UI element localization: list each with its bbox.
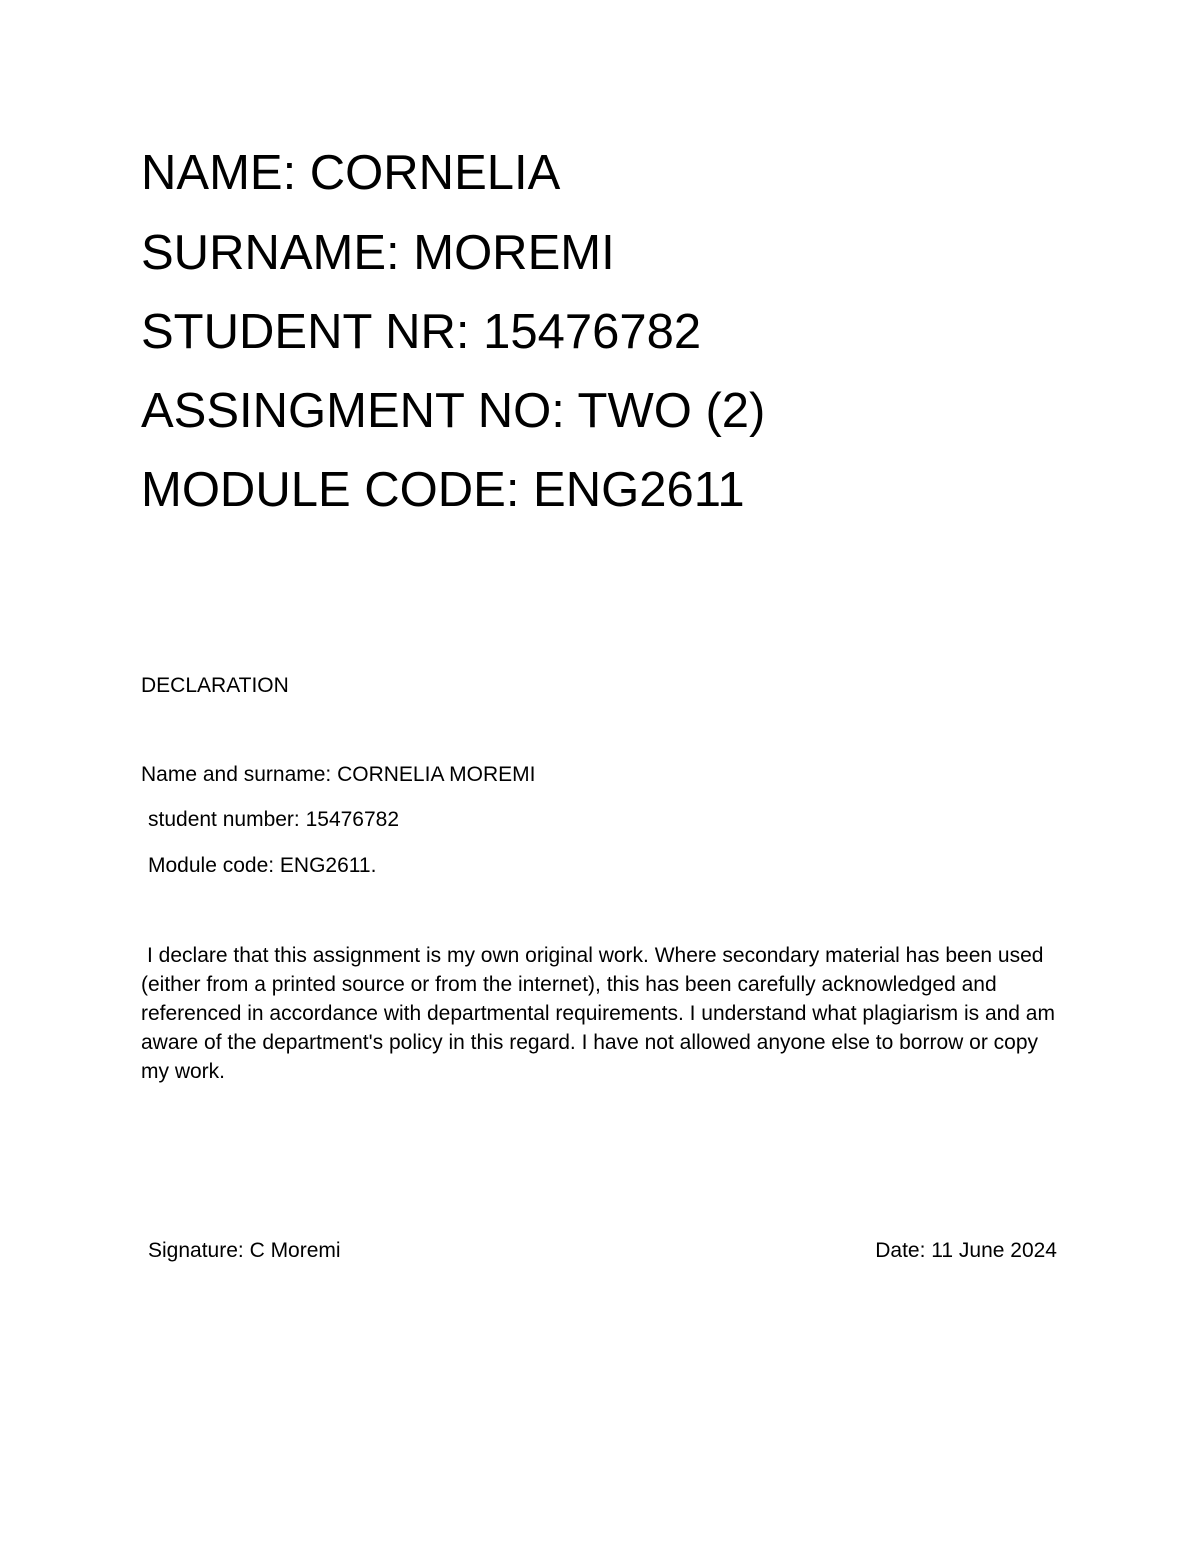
student-number-line: STUDENT NR: 15476782 <box>141 305 702 359</box>
module-code-line: MODULE CODE: ENG2611 <box>141 463 745 517</box>
declaration-title: DECLARATION <box>141 674 289 697</box>
assignment-number-line: ASSINGMENT NO: TWO (2) <box>141 384 766 438</box>
declaration-module-code: Module code: ENG2611. <box>148 854 377 877</box>
surname-line: SURNAME: MOREMI <box>141 226 615 280</box>
signature-line: Signature: C Moremi <box>148 1239 341 1262</box>
declaration-name-and-surname: Name and surname: CORNELIA MOREMI <box>141 763 536 786</box>
date-line: Date: 11 June 2024 <box>875 1239 1057 1262</box>
declaration-statement: I declare that this assignment is my own original work. Where secondary material has been used (either from a printed source or from the internet), this has been carefully acknowledged and referenced in accordance with departmental requirements. I understand what plagiarism is and am aware of the department's policy in this regard. I have not allowed anyone else to borrow or copy my work. <box>141 944 1055 1083</box>
declaration-student-number: student number: 15476782 <box>148 808 400 831</box>
name-line: NAME: CORNELIA <box>141 146 561 200</box>
